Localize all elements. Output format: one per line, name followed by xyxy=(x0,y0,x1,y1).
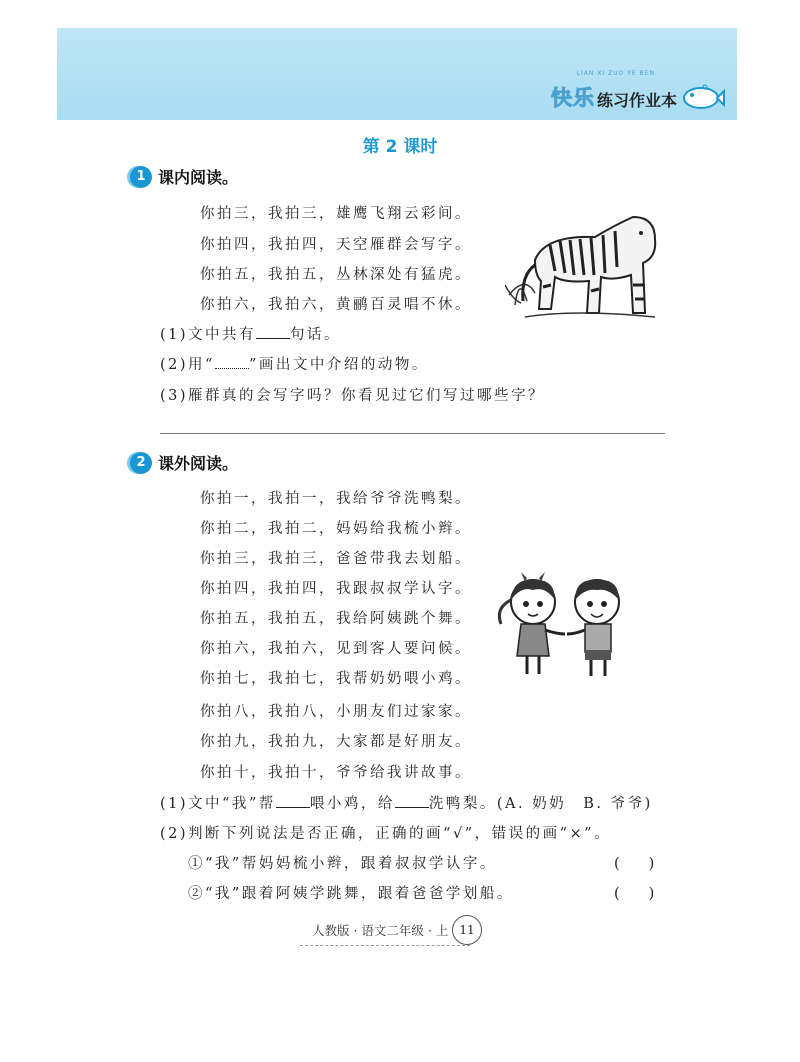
q2-text-a: (2)用“ xyxy=(160,357,215,373)
section2-question1 xyxy=(160,792,653,813)
section2-poem-line: 你拍七，我拍七，我帮奶奶喂小鸡。 xyxy=(200,671,472,687)
brand-logo xyxy=(550,70,725,112)
section2-poem-line: 你拍二，我拍二，妈妈给我梳小辫。 xyxy=(200,521,472,537)
s2q1-text-b: 喂小鸡，给 xyxy=(309,796,395,812)
section1-poem-line: 你拍三，我拍三，雄鹰飞翔云彩间。 xyxy=(200,206,472,222)
section2-title: 课外阅读。 xyxy=(158,454,239,473)
section1-number: 1 xyxy=(130,166,152,188)
tiger-illustration xyxy=(505,205,665,325)
section2-poem-line: 你拍三，我拍三，爸爸带我去划船。 xyxy=(200,551,472,567)
section2-poem-line: 你拍四，我拍四，我跟叔叔学认字。 xyxy=(200,581,472,597)
section2-poem-line: 你拍十，我拍十，爷爷给我讲故事。 xyxy=(200,765,472,781)
brand-pinyin: LIAN XI ZUO YE BEN xyxy=(576,70,655,77)
children-illustration xyxy=(493,572,643,682)
section1-poem-line: 你拍四，我拍四，天空雁群会写字。 xyxy=(200,237,472,253)
answer-blank[interactable] xyxy=(276,795,310,808)
section1-question1 xyxy=(160,323,341,344)
header-banner xyxy=(57,28,737,120)
answer-blank[interactable] xyxy=(395,795,429,808)
s2q1-text-c: 洗鸭梨。(A. 奶奶 B. 爷爷) xyxy=(428,796,653,812)
section1-heading xyxy=(130,165,238,188)
section2-heading xyxy=(130,451,238,474)
judge-statement-1: ①“我”帮妈妈梳小辫，跟着叔叔学认字。 xyxy=(188,856,497,872)
q2-text-b: ”画出文中介绍的动物。 xyxy=(248,357,429,373)
section2-poem-line: 你拍五，我拍五，我给阿姨跳个舞。 xyxy=(200,611,472,627)
fish-icon xyxy=(681,82,725,112)
section2-poem-line: 你拍一，我拍一，我给爷爷洗鸭梨。 xyxy=(200,491,472,507)
page-number: 11 xyxy=(452,915,482,945)
wavy-line-sample xyxy=(215,356,249,369)
brand-main: 快乐 xyxy=(550,86,595,110)
judge-statement-2: ②“我”跟着阿姨学跳舞，跟着爸爸学划船。 xyxy=(188,886,514,902)
section2-poem-line: 你拍九，我拍九，大家都是好朋友。 xyxy=(200,734,472,750)
section1-poem-line: 你拍五，我拍五，丛林深处有猛虎。 xyxy=(200,267,472,283)
footer-text: 人教版 · 语文二年级 · 上 xyxy=(312,923,449,938)
footer-divider xyxy=(300,945,470,946)
section1-question2 xyxy=(160,353,429,374)
page-footer xyxy=(300,915,490,945)
lesson-title: 第 2 课时 xyxy=(362,137,438,157)
judge-answer-paren[interactable]: ( ) xyxy=(614,856,655,872)
section1-question3: (3)雁群真的会写字吗？你看见过它们写过哪些字？ xyxy=(160,388,546,404)
q1-text-b: 句话。 xyxy=(290,327,342,343)
judge-answer-paren[interactable]: ( ) xyxy=(614,886,655,902)
brand-sub: 练习作业本 xyxy=(596,91,677,110)
section1-poem-line: 你拍六，我拍六，黄鹂百灵唱不休。 xyxy=(200,297,472,313)
section-divider xyxy=(160,433,665,434)
section2-number: 2 xyxy=(130,452,152,474)
section1-title: 课内阅读。 xyxy=(158,168,239,187)
answer-blank[interactable] xyxy=(256,326,290,339)
section2-question2: (2)判断下列说法是否正确，正确的画“√”，错误的画“×”。 xyxy=(160,826,612,842)
section2-poem-line: 你拍八，我拍八，小朋友们过家家。 xyxy=(200,704,472,720)
s2q1-text-a: (1)文中“我”帮 xyxy=(160,796,276,812)
q1-text-a: (1)文中共有 xyxy=(160,327,257,343)
section2-poem-line: 你拍六，我拍六，见到客人要问候。 xyxy=(200,641,472,657)
